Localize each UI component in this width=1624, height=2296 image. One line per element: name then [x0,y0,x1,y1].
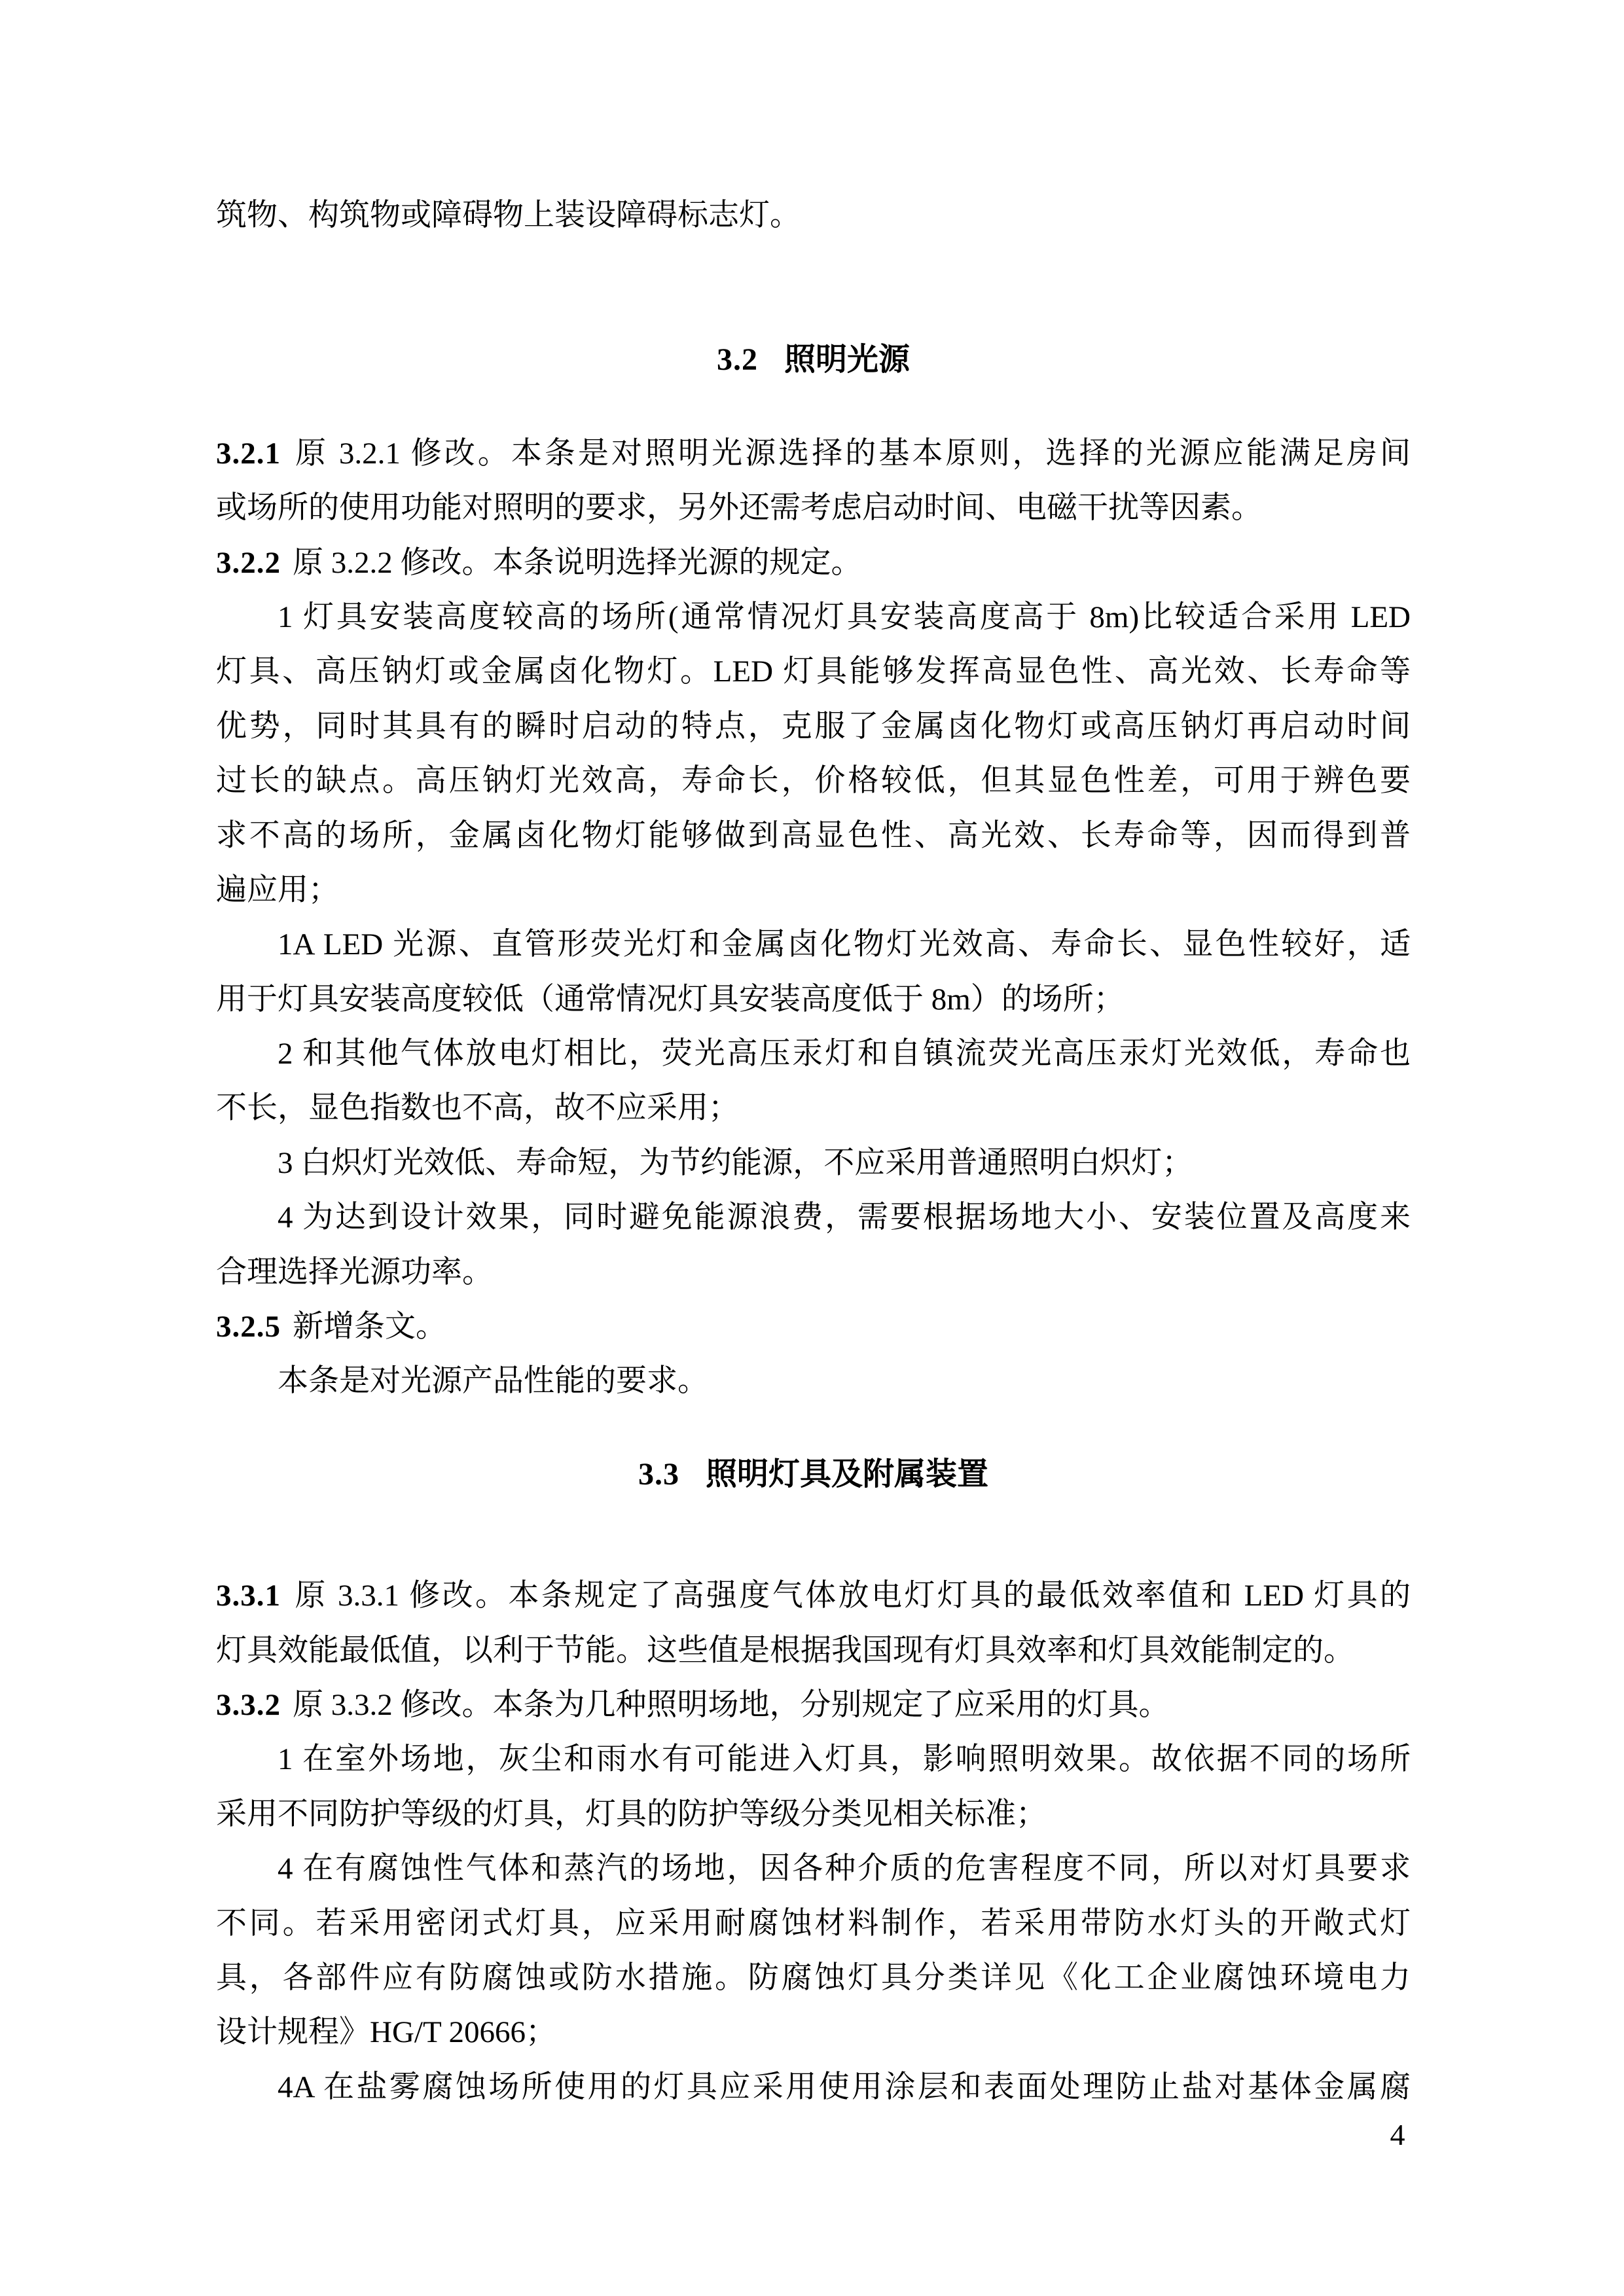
section-3-2-heading [216,332,1411,387]
clause-number-3-2-5: 3.2.5 [216,1310,281,1344]
item-2-line-1: 2 和其他气体放电灯相比，荧光高压汞灯和自镇流荧光高压汞灯光效低，寿命也 [278,1037,1411,1071]
clause-number-3-3-2: 3.3.2 [216,1687,281,1722]
sec33-item-4-line-1: 4 在有腐蚀性气体和蒸汽的场地，因各种介质的危害程度不同，所以对灯具要求 [278,1852,1411,1886]
item-1a-line-2: 用于灯具安装高度较低（通常情况灯具安装高度低于 8m）的场所； [216,982,1125,1016]
sec33-item-4a-line-1: 4A 在盐雾腐蚀场所使用的灯具应采用使用涂层和表面处理防止盐对基体金属腐 [278,2070,1411,2104]
para-3-3-2-line-1 [216,1678,1411,1732]
spacer-after-heading-3-3 [216,1501,1411,1569]
spacer-before-heading-3-3 [216,1409,1411,1447]
text-block [216,188,1411,2115]
section-3-2-number: 3.2 [716,342,758,378]
clause-number-3-2-2: 3.2.2 [216,545,281,580]
para-3-3-1-line-2: 灯具效能最低值，以利于节能。这些值是根据我国现有灯具效率和灯具效能制定的。 [216,1633,1354,1668]
item-1-line-3: 优势，同时其具有的瞬时启动的特点，克服了金属卤化物灯或高压钠灯再启动时间 [216,709,1411,744]
item-1-line-2: 灯具、高压钠灯或金属卤化物灯。LED 灯具能够发挥高显色性、高光效、长寿命等 [216,655,1411,689]
page-number: 4 [1390,2118,1405,2151]
para-3-2-5-line-2: 本条是对光源产品性能的要求。 [278,1364,708,1399]
para-3-3-1-text-1: 原 3.3.1 修改。本条规定了高强度气体放电灯灯具的最低效率值和 LED 灯具的 [293,1579,1411,1613]
spacer-after-heading-3-2 [216,387,1411,427]
clause-number-3-3-1: 3.3.1 [216,1579,281,1613]
clause-number-3-2-1: 3.2.1 [216,436,281,471]
para-3-2-1-line-2: 或场所的使用功能对照明的要求，另外还需考虑启动时间、电磁干扰等因素。 [216,491,1262,526]
para-3-2-2-text-1: 原 3.2.2 修改。本条说明选择光源的规定。 [293,545,862,580]
item-1-line-5: 求不高的场所，金属卤化物灯能够做到高显色性、高光效、长寿命等，因而得到普 [216,818,1411,853]
sec33-item-4-line-4: 设计规程》HG/T 20666； [216,2015,557,2050]
item-1-line-4: 过长的缺点。高压钠灯光效高，寿命长，价格较低，但其显色性差，可用于辨色要 [216,764,1411,798]
item-1-line-1: 1 灯具安装高度较高的场所(通常情况灯具安装高度高于 8m)比较适合采用 LED [278,600,1411,634]
section-3-3-heading [216,1447,1411,1501]
sec33-item-4-line-3: 具，各部件应有防腐蚀或防水措施。防腐蚀灯具分类详见《化工企业腐蚀环境电力 [216,1960,1411,1995]
section-3-2-title: 照明光源 [784,342,910,378]
spacer-before-heading-3-2 [216,243,1411,332]
sec33-item-4-line-2: 不同。若采用密闭式灯具，应采用耐腐蚀材料制作，若采用带防水灯头的开敞式灯 [216,1906,1411,1941]
section-3-3-number: 3.3 [638,1456,679,1492]
para-3-2-5-line-1 [216,1300,1411,1354]
item-4-line-1: 4 为达到设计效果，同时避免能源浪费，需要根据场地大小、安装位置及高度来 [278,1200,1411,1235]
item-3-line-1: 3 白炽灯光效低、寿命短，为节约能源，不应采用普通照明白炽灯； [278,1145,1193,1180]
para-3-2-2-line-1 [216,536,1411,590]
section-3-3-title: 照明灯具及附属装置 [705,1456,988,1492]
item-4-line-2: 合理选择光源功率。 [216,1255,493,1289]
intro-continuation-line: 筑物、构筑物或障碍物上装设障碍标志灯。 [216,198,801,232]
para-3-3-1-line-1 [216,1569,1411,1623]
para-3-3-2-text-1: 原 3.3.2 修改。本条为几种照明场地，分别规定了应采用的灯具。 [293,1687,1170,1722]
item-2-line-2: 不长，显色指数也不高，故不应采用； [216,1091,739,1126]
para-3-2-1-text-1: 原 3.2.1 修改。本条是对照明光源选择的基本原则，选择的光源应能满足房间 [293,436,1411,471]
para-3-2-1-line-1 [216,427,1411,481]
sec33-item-1-line-2: 采用不同防护等级的灯具，灯具的防护等级分类见相关标准； [216,1797,1047,1831]
item-1-line-6: 遍应用； [216,872,339,907]
sec33-item-1-line-1: 1 在室外场地，灰尘和雨水有可能进入灯具，影响照明效果。故依据不同的场所 [278,1742,1411,1777]
item-1a-line-1: 1A LED 光源、直管形荧光灯和金属卤化物灯光效高、寿命长、显色性较好，适 [278,927,1411,962]
para-3-2-5-text-1: 新增条文。 [293,1310,446,1344]
